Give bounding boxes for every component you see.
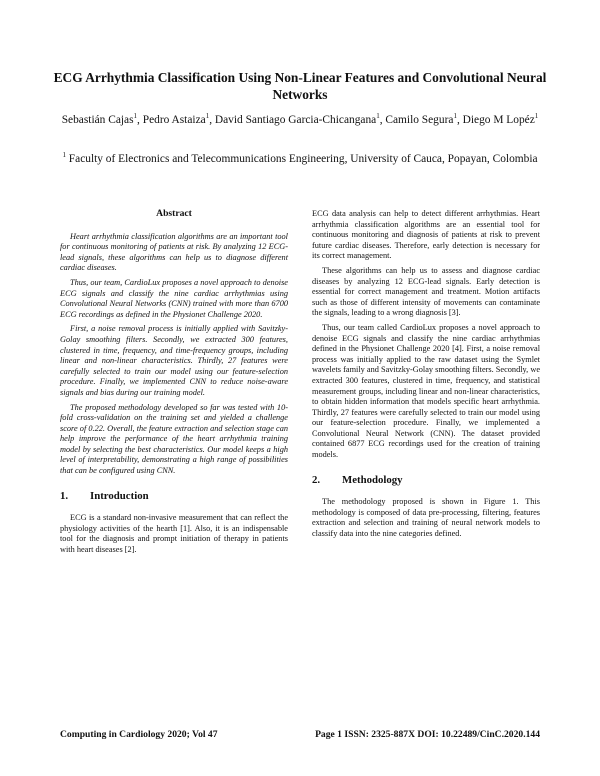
- paper-title: ECG Arrhythmia Classification Using Non-Linear Features and Convolutional Neural Networks: [53, 70, 547, 102]
- body-paragraph: These algorithms can help us to assess and diagnose cardiac diseases by analyzing 12 ECG-lead signals. Early detection is essential for correct management and treatment. Motion artifacts such as those of different intensity of movements can contaminate the signals, leading to a wrong diagnosis [3].: [312, 265, 540, 318]
- affiliation-mark: 1: [62, 151, 66, 160]
- abstract-paragraph: Thus, our team, CardioLux proposes a novel approach to denoise ECG signals and classify the nine cardiac arrhythmias using Convolutional Neural Networks (CNN) trained with more than 6700 ECG recordings as defined in the Physionet Challenge 2020.: [60, 277, 288, 319]
- affiliation-text: Faculty of Electronics and Telecommunications Engineering, University of Cauca, Popayan, Colombia: [68, 153, 538, 165]
- body-paragraph: The methodology proposed is shown in Figure 1. This methodology is composed of data pre-processing, filtering, features extraction and selection and training of neural network models to classify data into the nine categories defined.: [312, 497, 540, 539]
- section-number: 2.: [312, 473, 321, 486]
- left-column: [60, 209, 288, 560]
- section-heading-introduction: [60, 491, 288, 502]
- abstract-paragraph: First, a noise removal process is initially applied with Savitzky-Golay smoothing filters. Secondly, we extracted 300 features, clustered in time, frequency, and time-frequency groups, including linear and non-linear characteristics. Thirdly, 27 features were carefully selected to train our model using our feature-selection procedure. Finally, we implemented CNN to reduce noise-aware signals and bias during our training model.: [60, 324, 288, 397]
- affiliation: [55, 152, 545, 167]
- author: Pedro Astaiza$^1$: [142, 112, 210, 126]
- author: Diego M Lopéz$^1$: [462, 112, 539, 126]
- body-paragraph: Thus, our team called CardioLux proposes a novel approach to denoise ECG signals and classify the nine cardiac arrhythmias defined in the Physionet Challenge 2020 [4]. First, a noise removal process was initially applied to the raw dataset using the Symlet wavelets family and Savitzky-Golay smoothing filters. Secondly, we extracted 300 features, clustered in time, frequency, and statistical measurement groups, including linear and non-linear characteristics, to obtain hidden information that models specific heart arrhythmia. Thirdly, 27 features were carefully selected to train our model using our feature-selection procedure. Finally, we implemented a Convolutional Neural Network (CNN). The dataset provided contained 6877 ECG recordings used for the creation of training models.: [312, 322, 540, 460]
- abstract-heading: Abstract: [156, 208, 192, 219]
- section-heading-methodology: [312, 475, 540, 486]
- page-footer: [60, 729, 540, 740]
- abstract: [60, 209, 288, 477]
- author: Camilo Segura$^1$: [385, 112, 457, 126]
- section-title: Methodology: [342, 473, 403, 486]
- author-list: Sebastián Cajas$^1$, Pedro Astaiza$^1$, David Santiago Garcia-Chicangana$^1$, Camilo Segura$^1$, Diego M Lopéz$^1$: [61, 112, 539, 126]
- body-paragraph: ECG is a standard non-invasive measurement that can reflect the physiology activities of the hearth [1]. Also, it is an indispensable tool for the diagnosis and prompt initiation of therapy in patients with heart diseases [2].: [60, 513, 288, 555]
- right-column: [312, 209, 540, 544]
- section-title: Introduction: [90, 489, 149, 502]
- footer-issn-doi: Page 1 ISSN: 2325-887X DOI: 10.22489/CinC.2020.144: [315, 729, 540, 740]
- author: David Santiago Garcia-Chicangana$^1$: [214, 112, 380, 126]
- author: Sebastián Cajas$^1$: [61, 112, 138, 126]
- section-number: 1.: [60, 489, 69, 502]
- body-paragraph: ECG data analysis can help to detect different arrhythmias. Heart arrhythmia classification algorithms are an essential tool for continuous monitoring and diagnosis of patients at risk to prevent future cardiac diseases. Therefore, early detection is necessary for its correct management.: [312, 209, 540, 261]
- abstract-paragraph: Heart arrhythmia classification algorithms are an important tool for continuous monitoring of patients at risk. By analyzing 12 ECG-lead signals, these algorithms can help us to diagnose different cardiac diseases.: [60, 231, 288, 273]
- footer-journal: Computing in Cardiology 2020; Vol 47: [60, 729, 218, 740]
- abstract-paragraph: The proposed methodology developed so far was tested with 10-fold cross-validation on the training set and yielded a challenge score of 0.22. Overall, the feature extraction and selection stage can help improve the performance of the heart arrhythmia training model by selecting the best characteristics. Our model keeps a high level of interpretability, demonstrating a high range of possibilities that can be configured using CNN.: [60, 402, 288, 476]
